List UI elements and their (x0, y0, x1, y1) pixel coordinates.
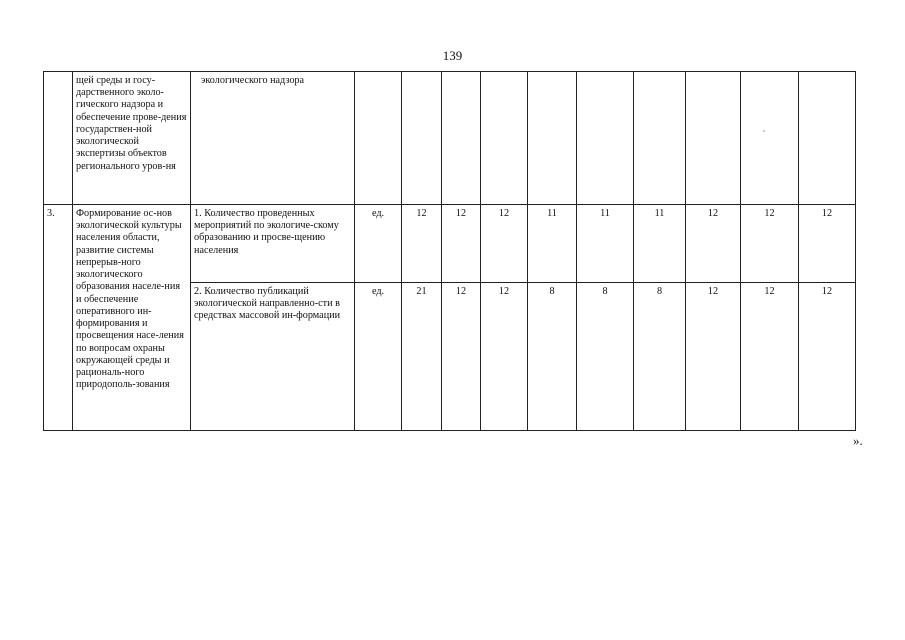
value-cell (741, 72, 799, 205)
value-cell (686, 72, 741, 205)
page-number: 139 (442, 48, 463, 63)
value-cell: 12 (741, 205, 799, 283)
value-cell: 12 (686, 205, 741, 283)
value-cell: 12 (402, 205, 442, 283)
scan-speck (763, 130, 765, 132)
unit-cell: ед. (355, 283, 402, 431)
table-row (44, 72, 856, 205)
value-cell (577, 72, 634, 205)
task-cell: щей среды и госу-дарственного эколо-гического надзора и обеспечение прове-дения государствен-ной экологической экспертизы объектов регионального уров-ня (73, 72, 191, 205)
value-cell: 12 (799, 205, 856, 283)
indicators-table (43, 71, 856, 431)
table-row (44, 205, 856, 283)
indicator-cell: 2. Количество публикаций экологической направленно-сти в средствах массовой ин-формации (191, 283, 355, 431)
value-cell: 12 (481, 283, 528, 431)
indicator-cell: 1. Количество проведенных мероприятий по экологиче-скому образованию и просве-щению населения (191, 205, 355, 283)
value-cell: 8 (634, 283, 686, 431)
value-cell: 11 (528, 205, 577, 283)
value-cell: 12 (741, 283, 799, 431)
closing-quote-mark: ». (853, 433, 863, 448)
value-cell: 12 (481, 205, 528, 283)
value-cell (481, 72, 528, 205)
value-cell: 8 (528, 283, 577, 431)
indicator-cell: экологического надзора (191, 72, 355, 205)
row-number-cell (44, 72, 73, 205)
value-cell: 21 (402, 283, 442, 431)
value-cell: 12 (442, 283, 481, 431)
value-cell: 11 (577, 205, 634, 283)
value-cell: 12 (799, 283, 856, 431)
value-cell: 11 (634, 205, 686, 283)
value-cell: 8 (577, 283, 634, 431)
task-cell: Формирование ос-нов экологической культуры населения области, развитие системы непрерыв-ного экологического образования населе-ния и обеспечение оперативного ин-формирования и просвещения насе-ления по вопросам охраны окружающей среды и рациональ-ного природополь-зования (73, 205, 191, 431)
unit-cell (355, 72, 402, 205)
value-cell: 12 (442, 205, 481, 283)
value-cell (442, 72, 481, 205)
value-cell (528, 72, 577, 205)
value-cell (799, 72, 856, 205)
value-cell: 12 (686, 283, 741, 431)
value-cell (402, 72, 442, 205)
row-number-cell: 3. (44, 205, 73, 431)
value-cell (634, 72, 686, 205)
unit-cell: ед. (355, 205, 402, 283)
